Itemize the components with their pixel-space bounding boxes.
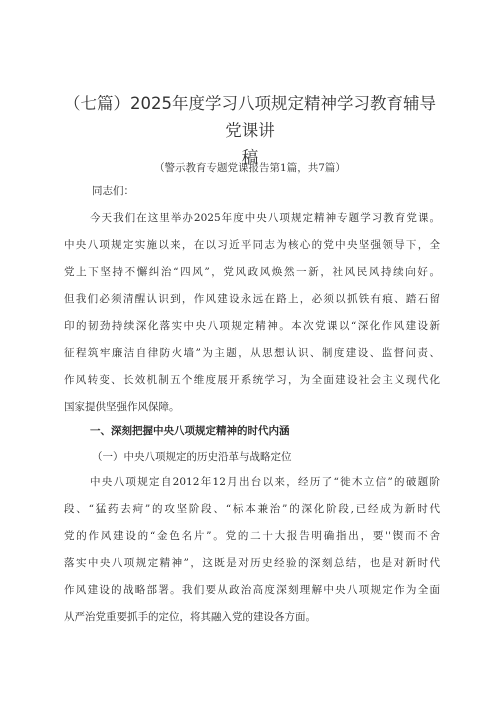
section-heading-1: 一、深刻把握中央八项规定精神的时代内涵 [90,425,290,437]
title-line-2: 稿 [241,148,259,167]
title-line-1: （七篇）2025年度学习八项规定精神学习教育辅导党课讲 [64,94,436,140]
subsection-heading-1: （一）中央八项规定的历史沿革与战略定位 [92,451,292,463]
paragraph-1-line-4: 但我们必须清醒认识到，作风建设永远在路上，必须以抓铁有痕、踏石留 [64,293,440,305]
paragraph-2-line-4: 落实中央八项规定精神”，这既是对历史经验的深刻总结，也是对新时代 [64,557,440,569]
document-subtitle: （警示教育专题党课报告第1篇，共7篇） [154,162,346,174]
paragraph-1-line-1: 今天我们在这里举办2025年度中央八项规定精神专题学习教育党课。 [90,212,440,224]
paragraph-1-line-8: 国家提供坚强作风保障。 [64,401,180,413]
paragraph-2-line-6: 从严治党重要抓手的定位，将其融入党的建设各方面。 [64,611,316,623]
paragraph-1-line-3: 党上下坚持不懈纠治“四风”，党风政风焕然一新，社风民风持续向好。 [64,266,440,278]
paragraph-2-line-1: 中央八项规定自2012年12月出台以来，经历了“徙木立信”的破题阶 [90,476,440,488]
paragraph-2-line-3: 党的作风建设的“金色名片”。党的二十大报告明确指出，要''锲而不舍 [64,530,440,542]
paragraph-1-line-6: 征程筑牢廉洁自律防火墙”为主题，从思想认识、制度建设、监督问责、 [64,347,440,359]
greeting: 同志们： [92,185,134,197]
paragraph-1-line-7: 作风转变、长效机制五个维度展开系统学习，为全面建设社会主义现代化 [64,374,440,386]
paragraph-1-line-2: 中央八项规定实施以来，在以习近平同志为核心的党中央坚强领导下，全 [64,239,440,251]
paragraph-1-line-5: 印的韧劲持续深化落实中央八项规定精神。本次党课以“深化作风建设新 [64,320,440,332]
document-title [58,90,442,171]
paragraph-2-line-2: 段、“猛药去疴”的攻坚阶段、“标本兼治”的深化阶段,已经成为新时代 [64,503,440,515]
paragraph-2-line-5: 作风建设的战略部署。我们要从政治高度深刻理解中央八项规定作为全面 [64,584,440,596]
